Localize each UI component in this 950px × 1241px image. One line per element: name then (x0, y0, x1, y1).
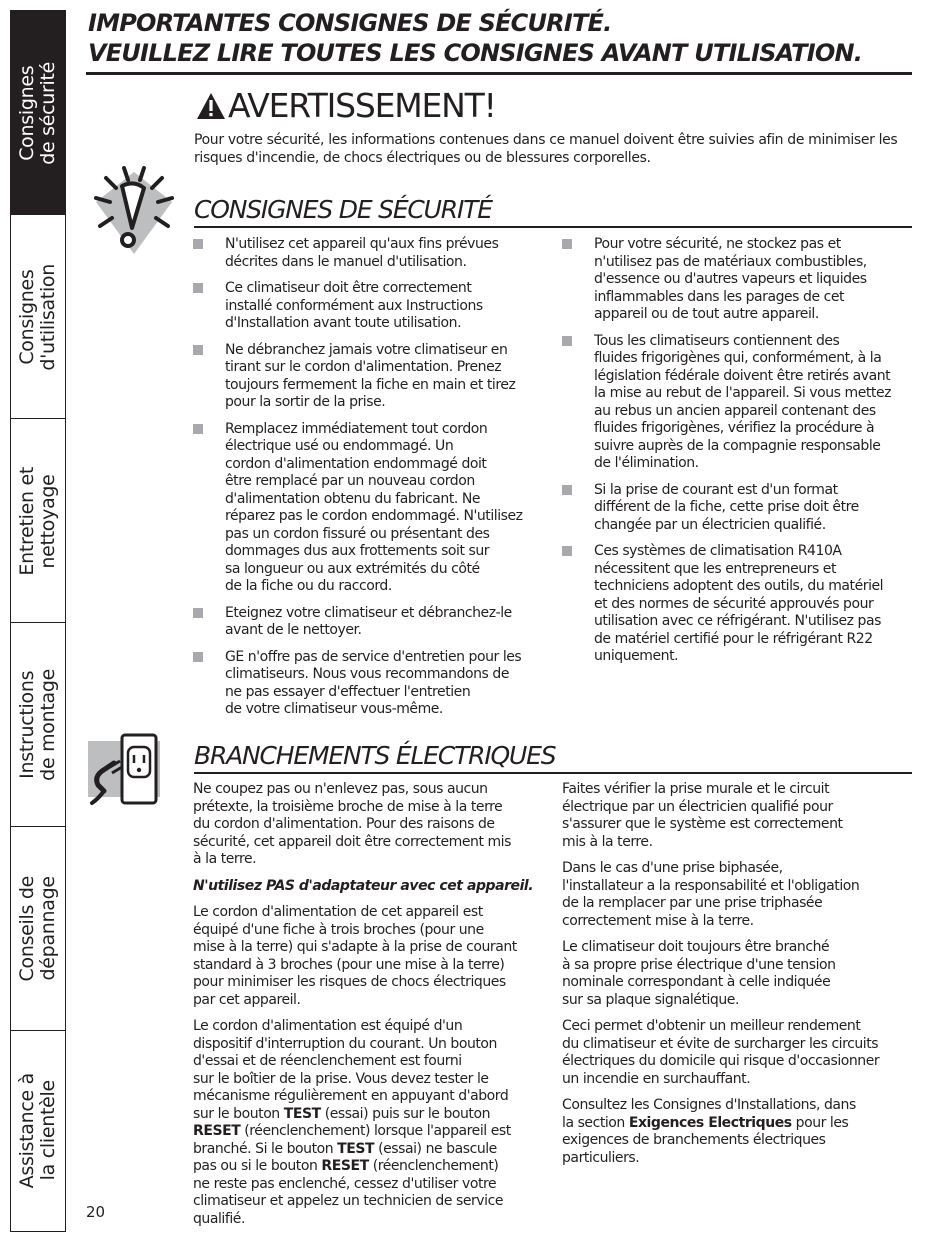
bullet-square-icon (193, 239, 203, 249)
electrical-section-title: BRANCHEMENTS ÉLECTRIQUES (194, 741, 556, 770)
list-item (193, 605, 565, 640)
list-item (562, 543, 918, 666)
page-title (88, 8, 918, 68)
page-title-line2: VEUILLEZ LIRE TOUTES LES CONSIGNES AVANT UTILISATION. (88, 39, 863, 67)
page-title-line1: IMPORTANTES CONSIGNES DE SÉCURITÉ. (88, 9, 612, 37)
electrical-right-column (562, 781, 918, 1176)
warning-heading (196, 86, 496, 125)
list-item-text: Tous les climatiseurs contiennent des fluides frigorigènes qui, conformément, à la législation fédérale doivent être retirés avant la mise au rebut de l'appareil. Si vous mettez au rebus un ancien appareil contenant des fluides frigorigènes, vérifiez la procédure à suivre auprès de la compagnie responsable de l'élimination. (594, 332, 892, 471)
list-item (193, 421, 565, 596)
paragraph: Dans le cas d'une prise biphasée, l'installateur a la responsabilité et l'obligation de la remplacer par une prise triphasée correctement mise à la terre. (562, 860, 860, 929)
bold-term: Exigences Electriques (628, 1114, 792, 1131)
text-run: (réenclenchement) ne reste pas enclenché, cessez d'utiliser votre climatiseur et appelez un technicien de service qualifié. (193, 1158, 503, 1227)
list-item (562, 333, 918, 473)
safety-right-column (562, 236, 918, 675)
list-item (193, 280, 565, 333)
paragraph (562, 1097, 918, 1167)
warning-intro: Pour votre sécurité, les informations contenues dans ce manuel doivent être suivies afin de minimiser les risques d'incendie, de chocs électriques ou de blessures corporelles. (194, 132, 898, 166)
no-adapter-warning: N'utilisez PAS d'adaptateur avec cet appareil. (193, 877, 534, 894)
bold-term: TEST (337, 1140, 375, 1157)
paragraph: Ne coupez pas ou n'enlevez pas, sous aucun prétexte, la troisième broche de mise à la terre du cordon d'alimentation. Pour des raisons de sécurité, cet appareil doit être correctement mis à la terre. (193, 781, 511, 867)
bullet-square-icon (193, 345, 203, 355)
text-run: (essai) puis sur le bouton (324, 1105, 491, 1122)
safety-left-column (193, 236, 565, 728)
tab-label: Consignes d'utilisation (16, 263, 59, 371)
list-item (193, 236, 565, 271)
paragraph: Le climatiseur doit toujours être branché à sa propre prise électrique d'une tension nominale correspondant à celle indiquée sur sa plaque signalétique. (562, 939, 836, 1008)
electrical-section-divider (194, 772, 912, 774)
bold-term: RESET (193, 1123, 241, 1139)
bold-term: TEST (283, 1105, 321, 1122)
bullet-square-icon (193, 424, 203, 434)
safety-right-list (562, 236, 918, 666)
tab-consignes-securite[interactable] (10, 10, 66, 215)
list-item-text: Pour votre sécurité, ne stockez pas et n'utilisez pas de matériaux combustibles, d'essence ou d'autres vapeurs et liquides inflammables dans les parages de cet appareil ou de tout autre appareil. (594, 236, 867, 322)
text-run: pour les exigences de branchements électriques particuliers. (562, 1114, 849, 1166)
list-item-text: N'utilisez cet appareil qu'aux fins prévues décrites dans le manuel d'utilisation. (225, 236, 499, 270)
tab-conseils-depannage[interactable] (10, 826, 66, 1031)
tab-instructions-montage[interactable] (10, 622, 66, 827)
bullet-square-icon (193, 283, 203, 293)
tab-label: Assistance à la clientèle (16, 1073, 59, 1189)
list-item-text: Ce climatiseur doit être correctement installé conformément aux Instructions d'Installation avant toute utilisation. (225, 280, 483, 331)
text-run: (réenclenchement) lorsque l'appareil est branché. Si le bouton (193, 1123, 511, 1157)
text-run: Le cordon d'alimentation est équipé d'un dispositif d'interruption du courant. Un bouton d'essai et de réenclenchement est fourni sur le boîtier de la prise. Vous devez tester le mécanisme régulièrement en appuyant d'abord sur le bouton (193, 1018, 509, 1122)
list-item (193, 649, 565, 719)
warning-title: AVERTISSEMENT! (228, 86, 496, 125)
safety-left-list (193, 236, 565, 719)
paragraph: Faites vérifier la prise murale et le circuit électrique par un électricien qualifié pour s'assurer que le système est correctement mis à la terre. (562, 781, 843, 850)
list-item-text: Ne débranchez jamais votre climatiseur en tirant sur le cordon d'alimentation. Prenez toujours fermement la fiche en main et tirez pour la sortir de la prise. (225, 341, 516, 410)
tab-label: Entretien et nettoyage (16, 466, 59, 576)
bullet-square-icon (562, 239, 572, 249)
page-number: 20 (86, 1203, 106, 1221)
tab-label: Conseils de dépannage (16, 876, 59, 982)
bullet-square-icon (562, 336, 572, 346)
list-item-text: GE n'offre pas de service d'entretien pour les climatiseurs. Nous vous recommandons de ne pas essayer d'effectuer l'entretien de votre climatiseur vous-même. (225, 648, 522, 717)
text-run: Consultez les Consignes d'Installations, dans la section (562, 1097, 856, 1131)
list-item (562, 482, 918, 535)
tab-consignes-utilisation[interactable] (10, 214, 66, 419)
bullet-square-icon (193, 608, 203, 618)
bullet-square-icon (562, 485, 572, 495)
tab-entretien-nettoyage[interactable] (10, 418, 66, 623)
tab-label: Instructions de montage (16, 669, 59, 781)
exclamation-alert-icon (88, 166, 180, 258)
list-item (562, 236, 918, 324)
section-tabs (10, 10, 66, 1232)
text-run: (essai) ne bascule pas ou si le bouton (193, 1140, 497, 1174)
paragraph: Le cordon d'alimentation de cet appareil est équipé d'une fiche à trois broches (pour une mise à la terre) qui s'adapte à la prise de courant standard à 3 broches (pour une mise à la terre) pour minimiser les risques de chocs électriques par cet appareil. (193, 904, 517, 1008)
electrical-plug-icon (88, 733, 164, 809)
list-item-text: Remplacez immédiatement tout cordon électrique usé ou endommagé. Un cordon d'alimentation endommagé doit être remplacé par un nouveau cordon d'alimentation obtenu du fabricant. Ne réparez pas le cordon endommagé. N'utilisez pas un cordon fissuré ou présentant des dommages dus aux frottements soit sur sa longueur ou aux extrémités du côté de la fiche ou du raccord. (225, 420, 523, 594)
tab-assistance-clientele[interactable] (10, 1030, 66, 1232)
list-item-text: Ces systèmes de climatisation R410A nécessitent que les entrepreneurs et techniciens adoptent des outils, du matériel et des normes de sécurité approuvés pour utilisation avec ce réfrigérant. N'utilisez pas de matériel certifié pour le réfrigérant R22 uniquement. (594, 543, 884, 664)
warning-triangle-icon (196, 92, 226, 120)
bullet-square-icon (562, 546, 572, 556)
bullet-square-icon (193, 652, 203, 662)
paragraph (193, 1018, 553, 1228)
bold-term: RESET (321, 1158, 369, 1174)
header-divider (86, 72, 912, 75)
tab-label: Consignes de sécurité (16, 61, 59, 165)
list-item (193, 342, 565, 412)
safety-section-title: CONSIGNES DE SÉCURITÉ (194, 195, 492, 224)
electrical-left-column (193, 781, 553, 1237)
safety-section-divider (194, 226, 912, 228)
paragraph: Ceci permet d'obtenir un meilleur rendement du climatiseur et évite de surcharger les circuits électriques du domicile qui risque d'occasionner un incendie en surchauffant. (562, 1018, 880, 1087)
list-item-text: Eteignez votre climatiseur et débranchez-le avant de le nettoyer. (225, 604, 512, 638)
list-item-text: Si la prise de courant est d'un format différent de la fiche, cette prise doit être changée par un électricien qualifié. (594, 481, 859, 533)
